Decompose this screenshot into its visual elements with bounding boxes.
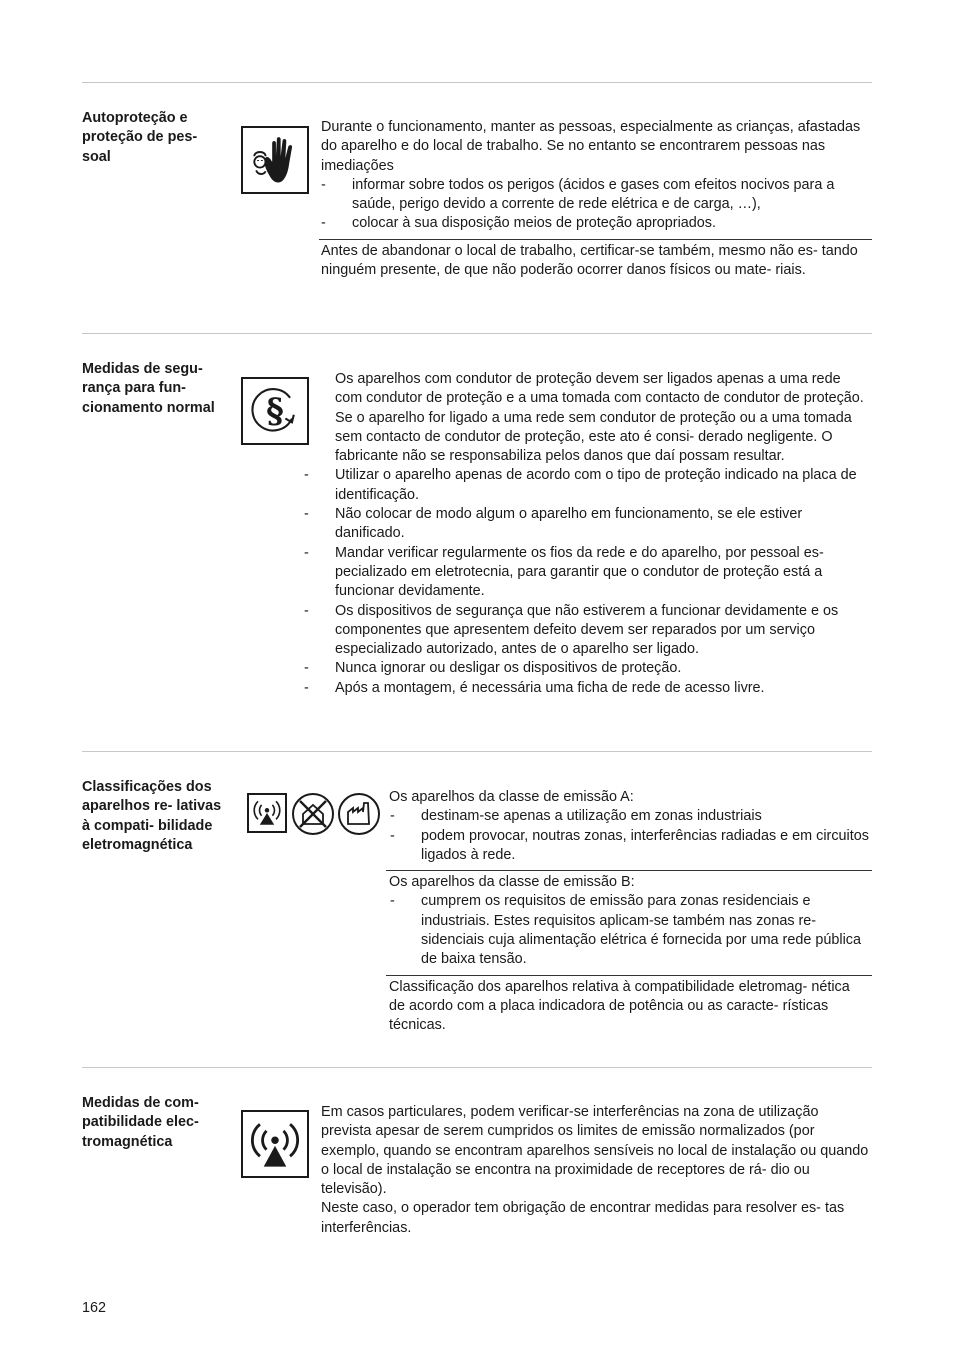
list-item: [386, 827, 869, 866]
list-item: [304, 544, 872, 602]
list-item: [304, 679, 872, 698]
list-item-text: informar sobre todos os perigos (ácidos e gases com efeitos nocivos para a saúde, perigo devido a corrente de rede elétrica e de carga, …),: [352, 176, 835, 213]
list-item: [304, 602, 872, 660]
section-regulation-icon: [241, 377, 309, 445]
list-item-text: destinam-se apenas a utilização em zonas industriais: [421, 808, 762, 825]
list-item: [304, 659, 872, 678]
section-divider: [82, 1067, 872, 1068]
section-body: [321, 1103, 872, 1238]
list-item-text: Os dispositivos de segurança que não estiverem a funcionar devidamente e os componentes que apresentem defeito devem ser reparados por um serviço especializado autorizado, antes de o aparelho ser ligado.: [335, 602, 839, 658]
section-divider: [82, 333, 872, 334]
bullet-dash: -: [304, 544, 309, 561]
bullet-dash: -: [304, 679, 309, 696]
page-number: 162: [82, 1300, 107, 1316]
bullet-dash: -: [304, 660, 309, 677]
bullet-dash: -: [304, 506, 309, 523]
svg-text:§: §: [266, 390, 284, 431]
note-divider: [319, 239, 872, 281]
note-divider: [386, 975, 872, 1036]
list-item-text: colocar à sua disposição meios de proteção apropriados.: [352, 215, 716, 232]
list-item: [386, 807, 872, 826]
note-divider: [386, 870, 872, 969]
bullet-dash: -: [304, 602, 309, 619]
list-item-text: cumprem os requisitos de emissão para zonas residenciais e industriais. Estes requisitos aplicam-se também nas zonas re- sidenciais cuja alimentação elétrica é fornecida por uma rede pública de baixa tensão.: [421, 893, 861, 968]
section-heading: Classificações dos aparelhos re- lativas à compati- bilidade eletromagnética: [82, 779, 222, 854]
bullet-dash: -: [304, 467, 309, 484]
list-item-text: Nunca ignorar ou desligar os dispositivos de proteção.: [335, 660, 682, 677]
body-paragraph: Durante o funcionamento, manter as pessoas, especialmente as crianças, afastadas do aparelho e do local de trabalho. Se no entanto se encontrarem pessoas nas imediações: [321, 119, 861, 174]
section-divider: [82, 751, 872, 752]
body-paragraph: Em casos particulares, podem verificar-se interferências na zona de utilização prevista apesar de serem cumpridos os limites de emissão normalizados (por exemplo, quando se encontram aparelhos sensíveis no local de instalação ou quando o local de instalação se encontra na proximidade de receptores de rá- dio ou televisão).: [321, 1104, 869, 1198]
hand-stop-icon: [241, 126, 309, 194]
body-paragraph: Neste caso, o operador tem obrigação de encontrar medidas para resolver es- tas interferências.: [321, 1200, 845, 1236]
section-heading: Medidas de segu- rança para fun- cionamento normal: [82, 361, 215, 416]
bullet-dash: -: [390, 808, 395, 825]
bullet-dash: -: [390, 827, 395, 844]
list-item-text: Utilizar o aparelho apenas de acordo com o tipo de proteção indicado na placa de identificação.: [335, 467, 857, 503]
list-item: [386, 892, 864, 969]
list-item-text: Mandar verificar regularmente os fios da rede e do aparelho, por pessoal es- pecializado em eletrotecnia, para garantir que o condutor de proteção está a funcionar devidamente.: [335, 544, 824, 600]
radiation-warning-icon: [241, 1110, 309, 1178]
section-body: [386, 788, 872, 1036]
body-paragraph: Os aparelhos com condutor de proteção devem ser ligados apenas a uma rede com condutor de proteção e a uma tomada com contacto de condutor de proteção. Se o aparelho for ligado a uma rede sem condutor de proteção ou a uma tomada sem contacto de condutor de proteção, este ato é consi- derado negligente. O fabricante não se responsabiliza pelos danos que daí possam resultar.: [335, 371, 864, 465]
class-a-title: Os aparelhos da classe de emissão A:: [389, 789, 634, 805]
bullet-dash: -: [390, 893, 395, 910]
note-paragraph: Antes de abandonar o local de trabalho, certificar-se também, mesmo não es- tando ninguém presente, de que não poderão ocorrer danos físicos ou mate- riais.: [321, 242, 858, 279]
section-body: [321, 118, 872, 280]
section-divider: [82, 82, 872, 83]
list-item-text: Após a montagem, é necessária uma ficha de rede de acesso livre.: [335, 679, 765, 696]
no-residential-icon: [291, 792, 335, 836]
radiation-warning-icon: [247, 793, 287, 833]
list-item-text: podem provocar, noutras zonas, interferências radiadas e em circuitos ligados à rede.: [421, 827, 869, 863]
note-paragraph: Classificação dos aparelhos relativa à compatibilidade eletromag- nética de acordo com a placa indicadora de potência ou as caracte- rísticas técnicas.: [389, 978, 850, 1034]
section-body: [304, 370, 872, 698]
section-heading: Autoproteção e proteção de pes- soal: [82, 110, 198, 165]
list-item: [304, 505, 872, 544]
class-b-title: Os aparelhos da classe de emissão B:: [389, 874, 635, 891]
list-item: [321, 176, 872, 215]
list-item: [321, 214, 872, 233]
bullet-dash: -: [321, 176, 326, 193]
section-heading: Medidas de com- patibilidade elec- tromagnética: [82, 1095, 199, 1150]
list-item-text: Não colocar de modo algum o aparelho em funcionamento, se ele estiver danificado.: [335, 506, 803, 542]
list-item: [304, 466, 872, 505]
industrial-factory-icon: [337, 792, 381, 836]
bullet-dash: -: [321, 215, 326, 232]
